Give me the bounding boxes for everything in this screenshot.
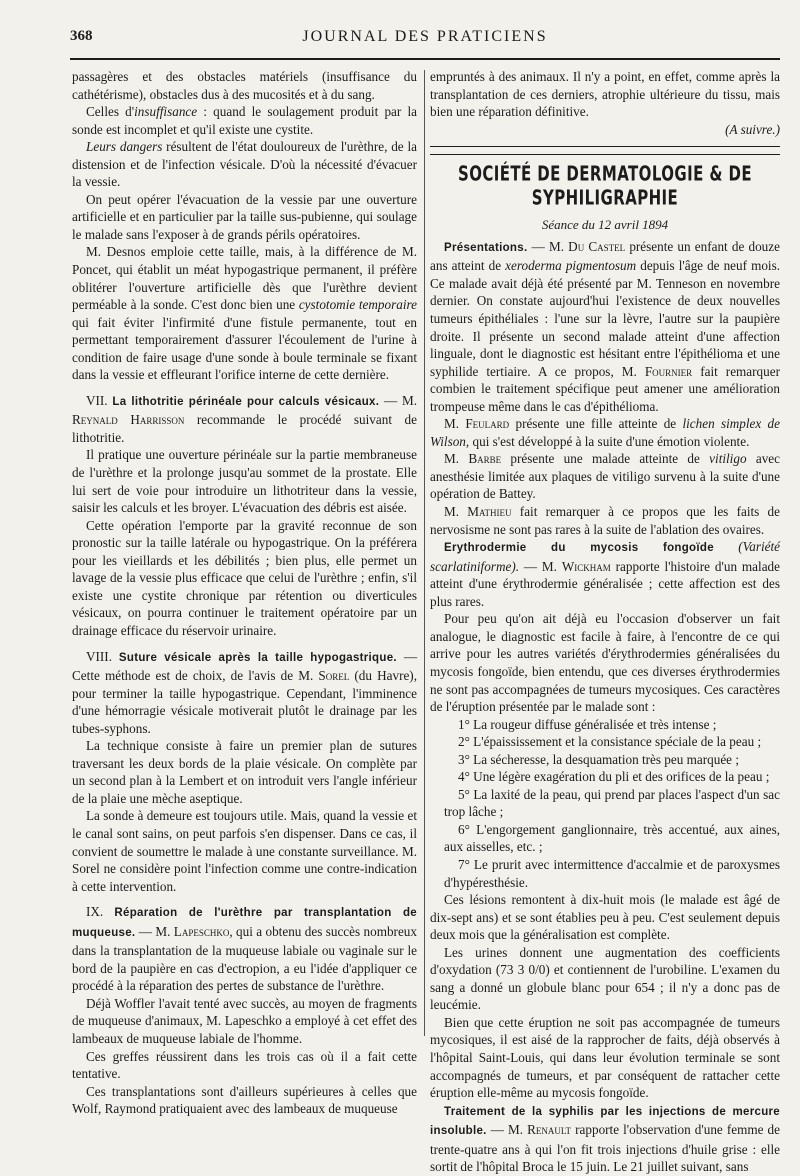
section-title: Suture vésicale après la taille hypogastrique. — [118, 651, 397, 664]
to-be-continued: (A suivre.) — [725, 121, 780, 137]
paragraph: La sonde à demeure est toujours utile. Mais, quand la vessie et le canal sont sains, on peut parfois s'en dispenser. Dans ce cas, il convient de soumettre le malade à une constante surveillance. M. Sorel ne considère point l'infection comme une contre-indication à cette intervention. — [72, 808, 417, 894]
paragraph: Cette opération l'emporte par la gravité reconnue de son pronostic sur la taille latérale ou hypogastrique. On la préférera pour les vieillards et les débilités ; bien plus, elle permet un lavage de la vessie plus efficace que celui de l'urèthre ; enfin, s'il existe une cystite chronique par rétention ou diverticules vésicaux, on pourra continuer le traitement opératoire par un drainage efficace du réservoir urinaire. — [72, 517, 417, 638]
paragraph: Ces lésions remontent à dix-huit mois (le malade est âgé de dix-sept ans) et se sont établies peu à peu. C'est seulement depuis deux mois que la généralisation est complète. — [430, 892, 780, 943]
paragraph: passagères et des obstacles matériels (insuffisance du cathétérisme), obstacles dus à des mucosités et à du sang. — [72, 69, 417, 102]
section-ix: IX. Réparation de l'urèthre par transplantation de muqueuse. — M. Lapeschko, qui a obtenu des succès nombreux dans la transplantation de la muqueuse labiale ou vaginale sur le bord de la paupière en cas d'ectropion, a eu l'idée d'appliquer ce procédé à la réparation des pertes de substance de l'urèthre. — [72, 904, 417, 994]
paragraph: La technique consiste à faire un premier plan de sutures traversant les deux bords de la plaie vésicale. On complète par un second plan à la Lembert et on introduit vers l'angle inférieur de la plaie une mèche aseptique. — [72, 738, 417, 806]
list-item: 2° L'épaississement et la consistance spéciale de la peau ; — [458, 734, 762, 750]
paragraph: Présentations. — M. Du Castel présente un enfant de douze ans atteint de xeroderma pigmentosum depuis l'âge de neuf mois. Ce malade avait déjà été présenté par M. Tenneson en novembre dernier. On constate aujourd'hui l'existence de deux nouvelles tumeurs épithéliales : l'une sur la lèvre, l'autre sur la paupière droite. Il présente un second malade atteint d'une affection linguale, dont le diagnostic est hésitant entre l'épithélioma et une syphilide tertiaire. A ce propos, M. Fournier fait remarquer combien le traitement spécifique peut amener une amélioration trompeuse même dans le cas d'épithélioma. — [430, 238, 781, 414]
header-rule — [70, 58, 780, 60]
left-column — [72, 68, 417, 1118]
section-title: La lithotritie périnéale pour calculs vésicaux. — [112, 395, 380, 408]
paragraph: M. Barbe présente une malade atteinte de vitiligo avec anesthésie limitée aux plaques de vitiligo survenu à la suite d'une opération de Battey. — [430, 451, 780, 502]
paragraph: Les urines donnent une augmentation des coefficients d'oxydation (73 3 0/0) et contiennent de l'urobiline. L'examen du sang a donné un globule blanc pour 654 ; il n'y a donc pas de leucémie. — [430, 944, 780, 1013]
paragraph: Leurs dangers résultent de l'état douloureux de l'urèthre, de la distension et de l'infection vésicale. D'où la nécessité d'évacuer la vessie. — [72, 139, 417, 190]
paragraph: Erythrodermie du mycosis fongoïde (Variété scarlatiniforme). — M. Wickham rapporte l'histoire d'un malade atteint d'une érythrodermie généralisée ; cette affection est des plus rares. — [430, 539, 780, 609]
paragraph: On peut opérer l'évacuation de la vessie par une ouverture artificielle et en particulier par la taille sus-pubienne, qui soulage le malade sans l'exposer à de grands périls opératoires. — [72, 191, 417, 242]
paragraph: Ces transplantations sont d'ailleurs supérieures à celles que Wolf, Raymond pratiquaient avec des lambeaux de muqueuse — [72, 1083, 417, 1117]
paragraph: M. Feulard présente une fille atteinte de lichen simplex de Wilson, qui s'est développé à la suite d'une émotion violente. — [430, 416, 781, 449]
journal-title: JOURNAL DES PRATICIENS — [302, 28, 548, 45]
session-date: Séance du 12 avril 1894 — [541, 217, 669, 233]
paragraph: M. Desnos emploie cette taille, mais, à la différence de M. Poncet, qui établit un méat hypogastrique permanent, il préfère oblitérer l'ouverture artificielle dès que l'urèthre devient perméable à la sonde. C'est donc bien une cystotomie temporaire qui fait éviter l'infirmité d'une fistule permanente, tout en permettant temporairement d'assurer l'écoulement de l'urine à condition de faire usage d'une sonde à boule terminale se fixant dans la vessie et effleurant l'orifice interne de cette dernière. — [72, 244, 417, 383]
society-heading: SOCIÉTÉ DE DERMATOLOGIE & DE SYPHILIGRAPHIE — [458, 161, 752, 210]
section-title: Réparation de l'urèthre par transplantation de muqueuse. — [72, 907, 417, 939]
right-column — [430, 68, 780, 1176]
page-number: 368 — [70, 28, 93, 44]
paragraph: empruntés à des animaux. Il n'y a point, en effet, comme après la transplantation de ces derniers, atrophie ultérieure du tissu, mais bien une réparation définitive. — [430, 69, 780, 120]
paragraph: Bien que cette éruption ne soit pas accompagnée de tumeurs mycosiques, il est aisé de la rapprocher de faits, déjà observés à l'hôpital Saint-Louis, qui dans leur évolution terminale se sont accompagnés de tumeurs, et par conséquent de rattacher cette éruption elle-même au mycosis fongoïde. — [430, 1014, 780, 1101]
paragraph: Pour peu qu'on ait déjà eu l'occasion d'observer un fait analogue, le diagnostic est facile à faire, à l'encontre de ce qui arrive pour les autres variétés d'érythrodermies généralisées du mycosis fongoïde, bien entendu, que ces diverses érythrodermies ne sont pas accompagnées de tumeurs mycosiques. Ces caractères de l'éruption présentée par le malade sont : — [430, 611, 780, 715]
section-viii: VIII. Suture vésicale après la taille hypogastrique. — Cette méthode est de choix, de l'avis de M. Sorel (du Havre), pour terminer la taille hypogastrique. Cependant, l'imminence d'une hémorragie vésicale motiverait plutôt le drainage par les tubes-syphons. — [72, 648, 418, 736]
list-item: 5° La laxité de la peau, qui prend par places l'aspect d'un sac trop lâche ; — [444, 786, 780, 820]
list-item: 1° La rougeur diffuse généralisée et très intense ; — [458, 716, 717, 732]
list-item: 3° La sécheresse, la desquamation très peu marquée ; — [458, 751, 740, 767]
page-header — [70, 26, 780, 52]
list-item: 7° Le prurit avec intermittence d'accalmie et de paroxysmes d'hypéresthésie. — [444, 856, 780, 890]
section-double-rule — [430, 146, 780, 155]
paragraph: M. Mathieu fait remarquer à ce propos que les faits de nervosisme ne sont pas rares à la suite de l'ablation des ovaires. — [430, 504, 780, 537]
paragraph: Il pratique une ouverture périnéale sur la partie membraneuse de l'urèthre et la prolonge jusqu'au sommet de la prostate. Elle lui sert de voie pour introduire un lithotriteur dans la vessie, saisir les calculs et les broyer. L'évacuation des débris est aisée. — [72, 447, 417, 516]
paragraph: Déjà Woffler l'avait tenté avec succès, au moyen de fragments de muqueuse d'animaux, M. Lapeschko a employé à cet effet des lambeaux de muqueuse labiale de l'homme. — [72, 995, 417, 1046]
paragraph: Celles d'insuffisance : quand le soulagement produit par la sonde est incomplet et qu'il existe une cystite. — [72, 104, 417, 137]
paragraph: Traitement de la syphilis par les injections de mercure insoluble. — M. Renault rapporte l'observation d'une femme de trente-quatre ans à qui l'on fit trois injections d'huile grise : elle sortit de l'hôpital Broca le 15 juin. Le 21 juillet suivant, sans — [430, 1105, 780, 1175]
column-divider — [424, 70, 425, 1036]
list-item: 4° Une légère exagération du pli et des orifices de la peau ; — [458, 769, 770, 785]
section-vii: VII. La lithotritie périnéale pour calculs vésicaux. — M. Reynald Harrisson recommande le procédé suivant de lithotritie. — [72, 392, 417, 445]
list-item: 6° L'engorgement ganglionnaire, très accentué, aux aines, aux aisselles, etc. ; — [444, 821, 780, 855]
paragraph: Ces greffes réussirent dans les trois cas où il a fait cette tentative. — [72, 1048, 417, 1082]
